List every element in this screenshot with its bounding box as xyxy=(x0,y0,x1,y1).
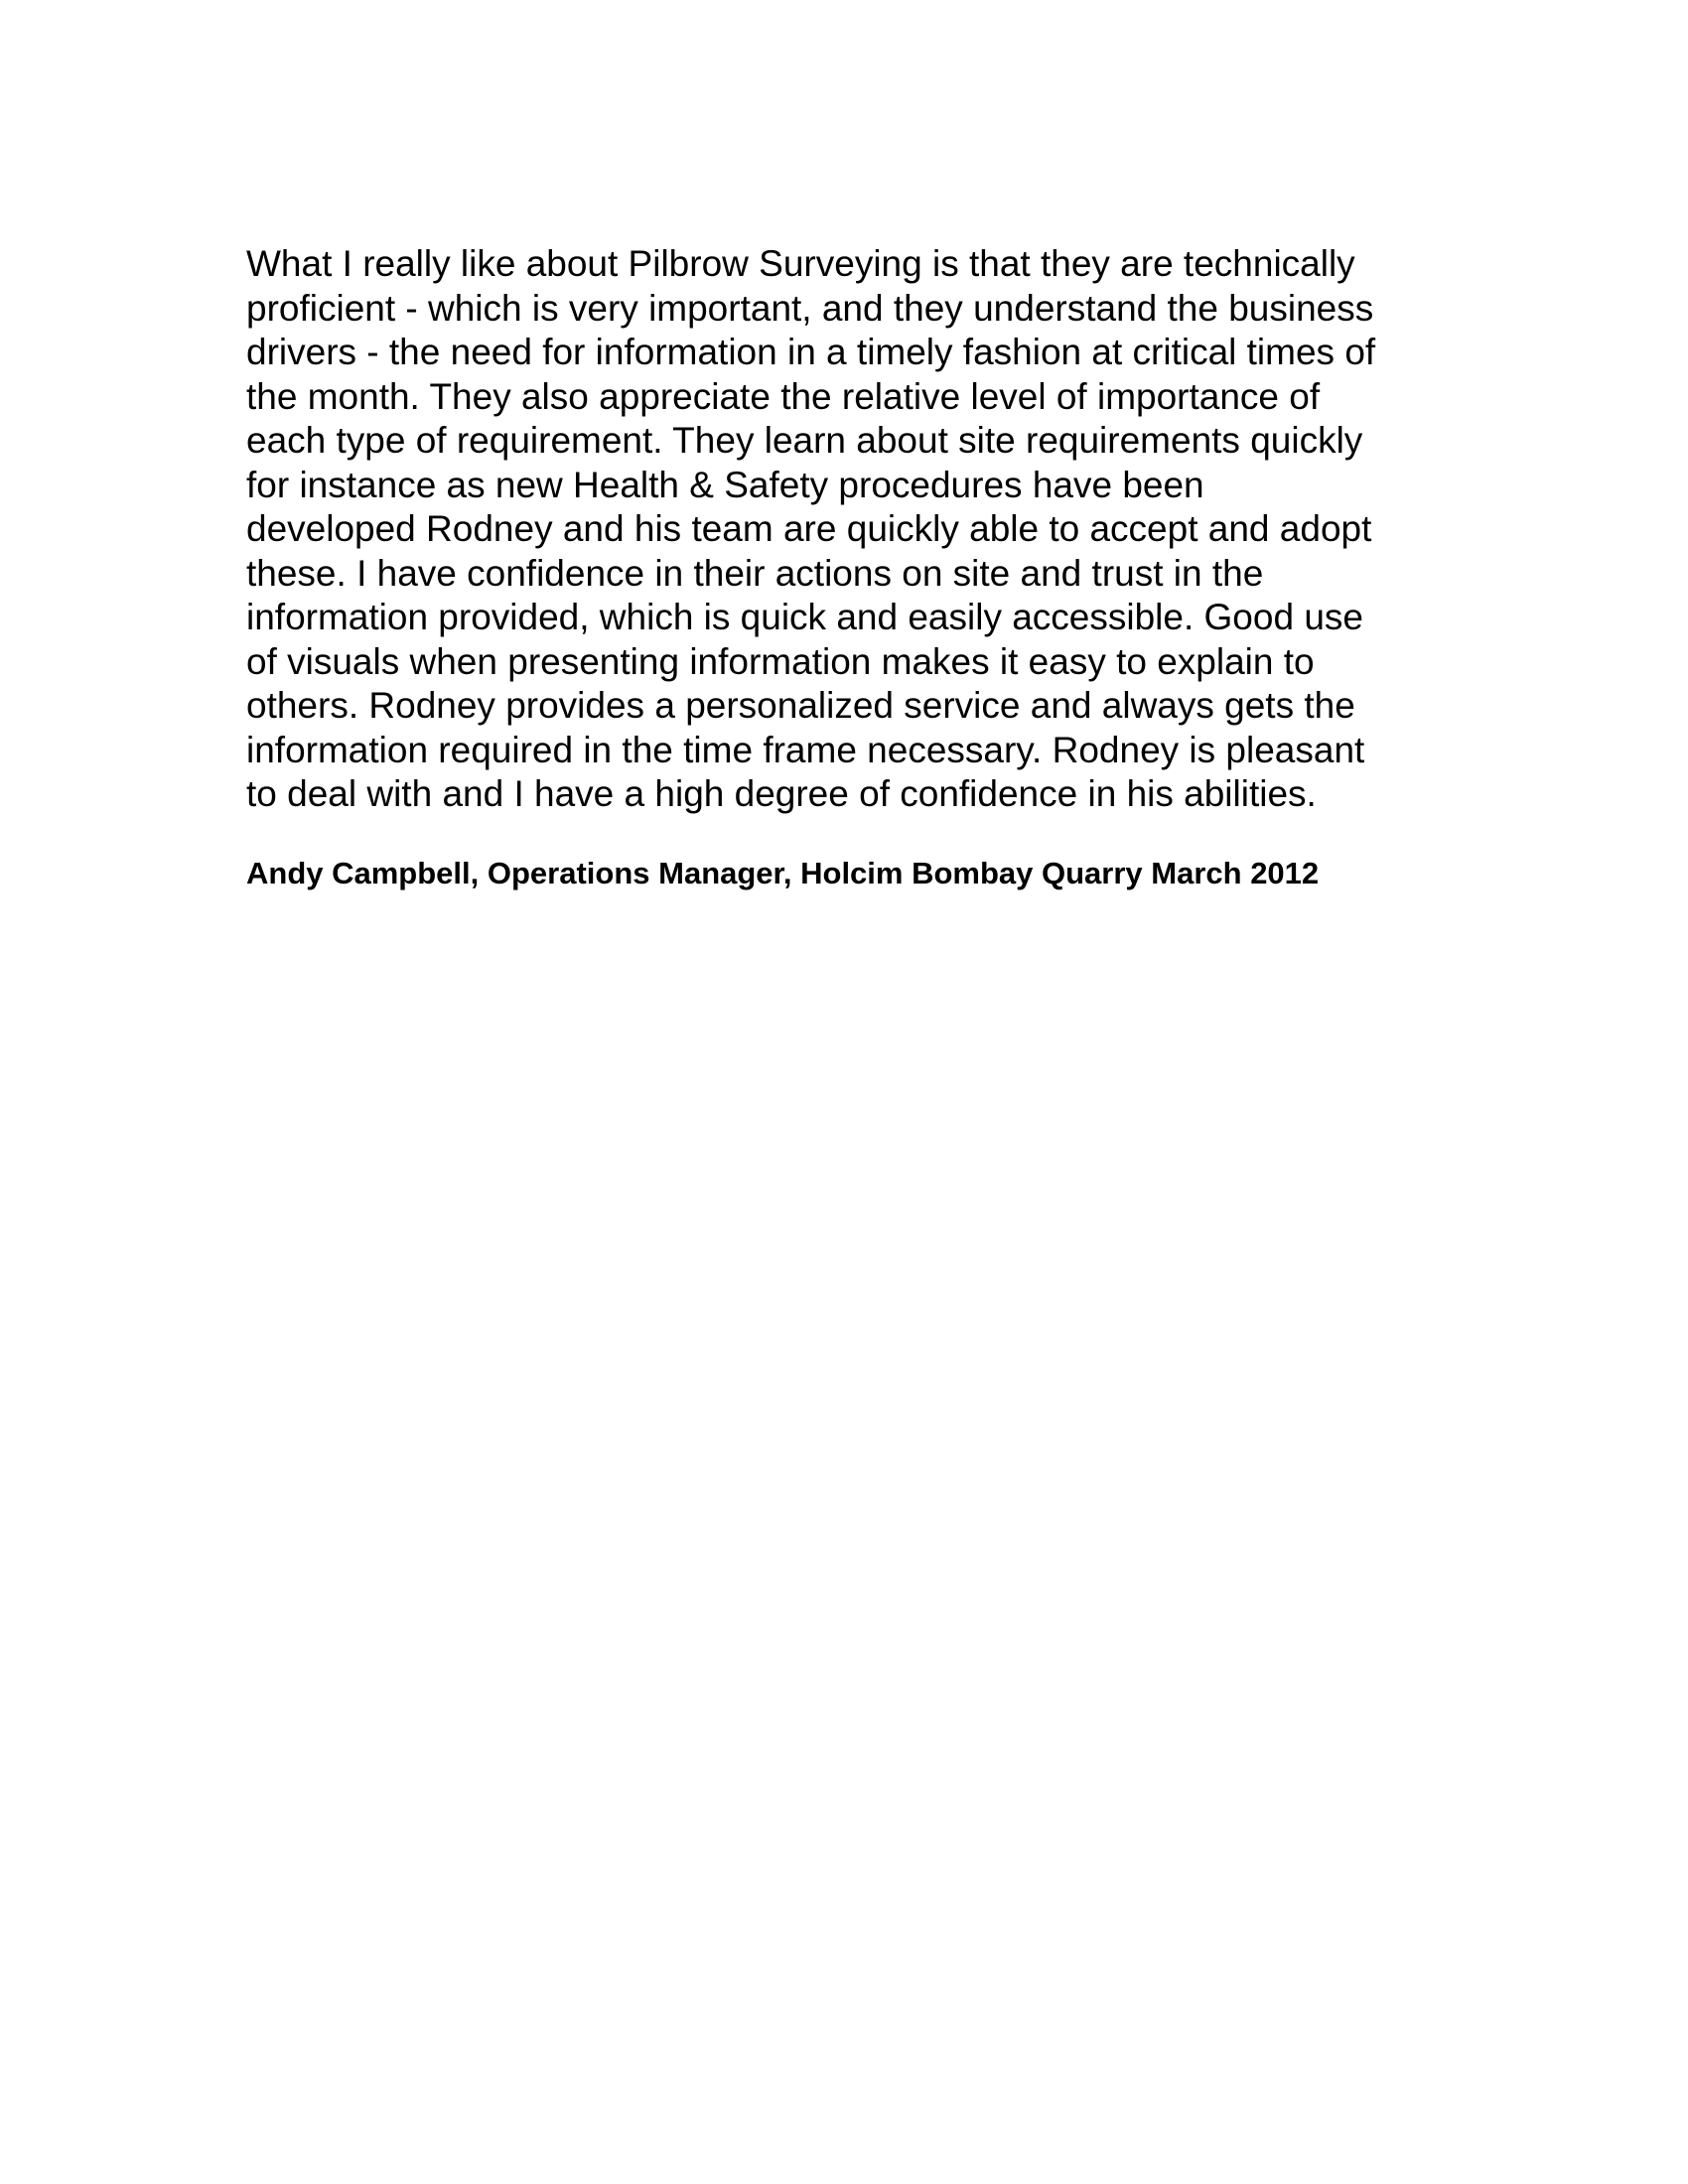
quote-line: for instance as new Health & Safety procedures have been xyxy=(246,464,1204,505)
quote-line: these. I have confidence in their actions on site and trust in the xyxy=(246,552,1264,594)
quote-line: What I really like about Pilbrow Surveying is that they are technically xyxy=(246,243,1355,284)
quote-line: drivers - the need for information in a timely fashion at critical times of xyxy=(246,332,1376,372)
quote-line: each type of requirement. They learn about site requirements quickly xyxy=(246,420,1363,461)
testimonial-attribution: Andy Campbell, Operations Manager, Holcim Bombay Quarry March 2012 xyxy=(246,855,1320,890)
quote-line: developed Rodney and his team are quickly able to accept and adopt xyxy=(246,508,1372,549)
quote-line: to deal with and I have a high degree of confidence in his abilities. xyxy=(246,773,1317,814)
quote-line: information required in the time frame necessary. Rodney is pleasant xyxy=(246,729,1365,770)
quote-line: others. Rodney provides a personalized service and always gets the xyxy=(246,685,1355,726)
quote-line: the month. They also appreciate the relative level of importance of xyxy=(246,375,1321,417)
quote-line: of visuals when presenting information makes it easy to explain to xyxy=(246,640,1315,682)
testimonial-quote xyxy=(246,242,1468,817)
quote-line: information provided, which is quick and easily accessible. Good use xyxy=(246,597,1363,637)
quote-line: proficient - which is very important, and they understand the business xyxy=(246,287,1374,329)
testimonial-block xyxy=(246,242,1468,892)
